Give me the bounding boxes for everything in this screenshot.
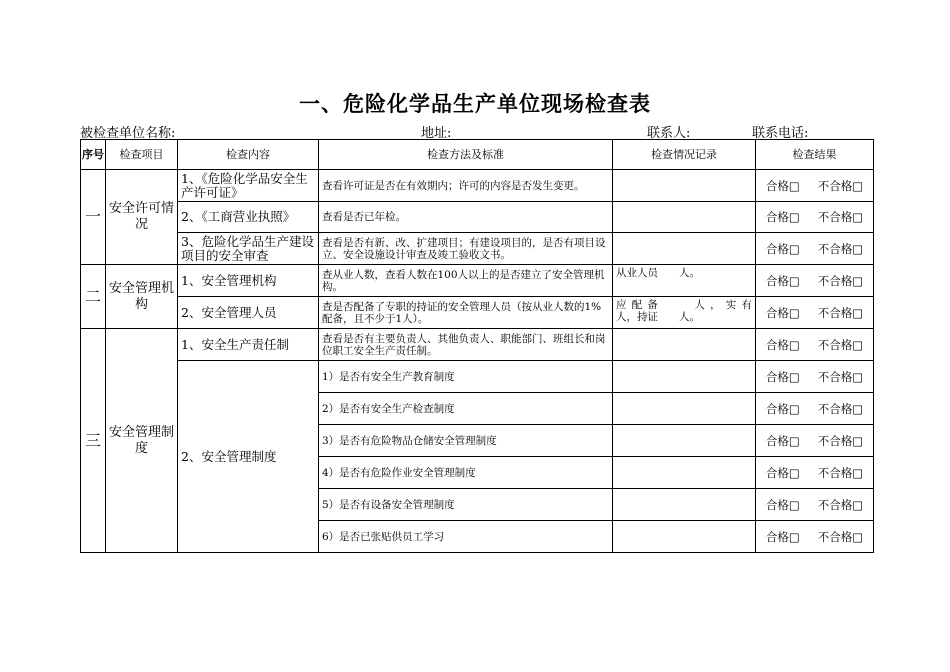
check-content: 1、《危险化学品安全生产许可证》 — [178, 170, 319, 202]
check-method: 5）是否有设备安全管理制度 — [319, 489, 613, 521]
record-cell[interactable] — [613, 361, 756, 393]
record-cell[interactable] — [613, 457, 756, 489]
pass-checkbox[interactable]: 合格□ — [765, 305, 800, 320]
header-seq: 序号 — [81, 140, 106, 170]
record-cell[interactable] — [613, 297, 756, 329]
result-cell[interactable] — [756, 297, 874, 329]
section-item: 安全许可情况 — [106, 170, 178, 265]
fail-checkbox[interactable]: 不合格□ — [817, 178, 864, 193]
check-method: 1）是否有安全生产教育制度 — [319, 361, 613, 393]
section-item: 安全管理机构 — [106, 265, 178, 329]
table-row — [81, 202, 874, 233]
table-row — [81, 233, 874, 265]
result-cell[interactable] — [756, 457, 874, 489]
record-cell[interactable] — [613, 521, 756, 553]
fail-checkbox[interactable]: 不合格□ — [817, 210, 864, 224]
fail-checkbox[interactable]: 不合格□ — [817, 433, 864, 448]
pass-checkbox[interactable]: 合格□ — [765, 465, 800, 480]
record-cell[interactable] — [613, 393, 756, 425]
inspection-table — [80, 139, 874, 553]
unit-name-label: 被检查单位名称: — [80, 126, 176, 141]
pass-checkbox[interactable]: 合格□ — [765, 178, 800, 193]
section-number: 二 — [81, 265, 106, 329]
check-content: 1、安全生产责任制 — [178, 329, 319, 361]
result-cell[interactable] — [756, 361, 874, 393]
header-item: 检查项目 — [106, 140, 178, 170]
header-record: 检查情况记录 — [613, 140, 756, 170]
check-method: 4）是否有危险作业安全管理制度 — [319, 457, 613, 489]
table-row — [81, 297, 874, 329]
fail-checkbox[interactable]: 不合格□ — [817, 369, 864, 384]
header-content: 检查内容 — [178, 140, 319, 170]
pass-checkbox[interactable]: 合格□ — [765, 273, 800, 288]
fail-checkbox[interactable]: 不合格□ — [817, 337, 864, 352]
table-header-row — [81, 140, 874, 170]
fail-checkbox[interactable]: 不合格□ — [817, 241, 864, 256]
pass-checkbox[interactable]: 合格□ — [765, 497, 800, 512]
table-row — [81, 361, 874, 393]
check-content: 1、安全管理机构 — [178, 265, 319, 297]
record-cell[interactable] — [613, 202, 756, 233]
fail-checkbox[interactable]: 不合格□ — [817, 465, 864, 480]
check-content: 3、危险化学品生产建设项目的安全审查 — [178, 233, 319, 265]
section-item: 安全管理制度 — [106, 329, 178, 553]
table-row — [81, 170, 874, 202]
fail-checkbox[interactable]: 不合格□ — [817, 497, 864, 512]
table-row — [81, 265, 874, 297]
record-cell[interactable] — [613, 489, 756, 521]
phone-label: 联系电话: — [752, 126, 809, 141]
header-method: 检查方法及标准 — [319, 140, 613, 170]
contact-label: 联系人: — [647, 126, 691, 141]
check-method: 查看是否有主要负责人、其他负责人、职能部门、班组长和岗位职工安全生产责任制。 — [319, 329, 613, 361]
page-title: 一、危险化学品生产单位现场检查表 — [299, 92, 651, 116]
record-cell[interactable] — [613, 170, 756, 202]
result-cell[interactable] — [756, 170, 874, 202]
check-method: 查是否配备了专职的持证的安全管理人员（按从业人数的1%配备，且不少于1人）。 — [319, 297, 613, 329]
record-cell[interactable] — [613, 233, 756, 265]
pass-checkbox[interactable]: 合格□ — [765, 241, 800, 256]
result-cell[interactable] — [756, 425, 874, 457]
result-cell[interactable] — [756, 265, 874, 297]
pass-checkbox[interactable]: 合格□ — [765, 529, 800, 544]
fail-checkbox[interactable]: 不合格□ — [817, 529, 864, 544]
record-line: 人，持证 人。 — [616, 311, 700, 323]
result-cell[interactable] — [756, 393, 874, 425]
result-cell[interactable] — [756, 202, 874, 233]
check-method: 2）是否有安全生产检查制度 — [319, 393, 613, 425]
result-cell[interactable] — [756, 329, 874, 361]
fail-checkbox[interactable]: 不合格□ — [817, 401, 864, 416]
record-cell[interactable] — [613, 329, 756, 361]
pass-checkbox[interactable]: 合格□ — [765, 369, 800, 384]
result-cell[interactable] — [756, 521, 874, 553]
check-content: 2、《工商营业执照》 — [178, 202, 319, 233]
result-cell[interactable] — [756, 233, 874, 265]
check-method: 6）是否已张贴供员工学习 — [319, 521, 613, 553]
check-content: 2、安全管理制度 — [178, 361, 319, 553]
record-line: 应配备 人，实有 — [616, 299, 752, 311]
check-content: 2、安全管理人员 — [178, 297, 319, 329]
table-row — [81, 329, 874, 361]
check-method: 查从业人数，查看人数在100人以上的是否建立了安全管理机构。 — [319, 265, 613, 297]
check-method: 查看是否有新、改、扩建项目；有建设项目的，是否有项目设立、安全设施设计审查及竣工验收文书。 — [319, 233, 613, 265]
section-number: 一 — [81, 170, 106, 265]
pass-checkbox[interactable]: 合格□ — [765, 401, 800, 416]
fail-checkbox[interactable]: 不合格□ — [817, 305, 864, 320]
check-method: 查看许可证是否在有效期内；许可的内容是否发生变更。 — [319, 170, 613, 202]
check-method: 查看是否已年检。 — [319, 202, 613, 233]
pass-checkbox[interactable]: 合格□ — [765, 433, 800, 448]
result-cell[interactable] — [756, 489, 874, 521]
pass-checkbox[interactable]: 合格□ — [765, 337, 800, 352]
record-cell[interactable]: 从业人员 人。 — [613, 265, 756, 297]
pass-checkbox[interactable]: 合格□ — [765, 210, 800, 224]
check-method: 3）是否有危险物品仓储安全管理制度 — [319, 425, 613, 457]
address-label: 地址: — [421, 126, 452, 141]
section-number: 三 — [81, 329, 106, 553]
record-cell[interactable] — [613, 425, 756, 457]
fail-checkbox[interactable]: 不合格□ — [817, 273, 864, 288]
header-result: 检查结果 — [756, 140, 874, 170]
